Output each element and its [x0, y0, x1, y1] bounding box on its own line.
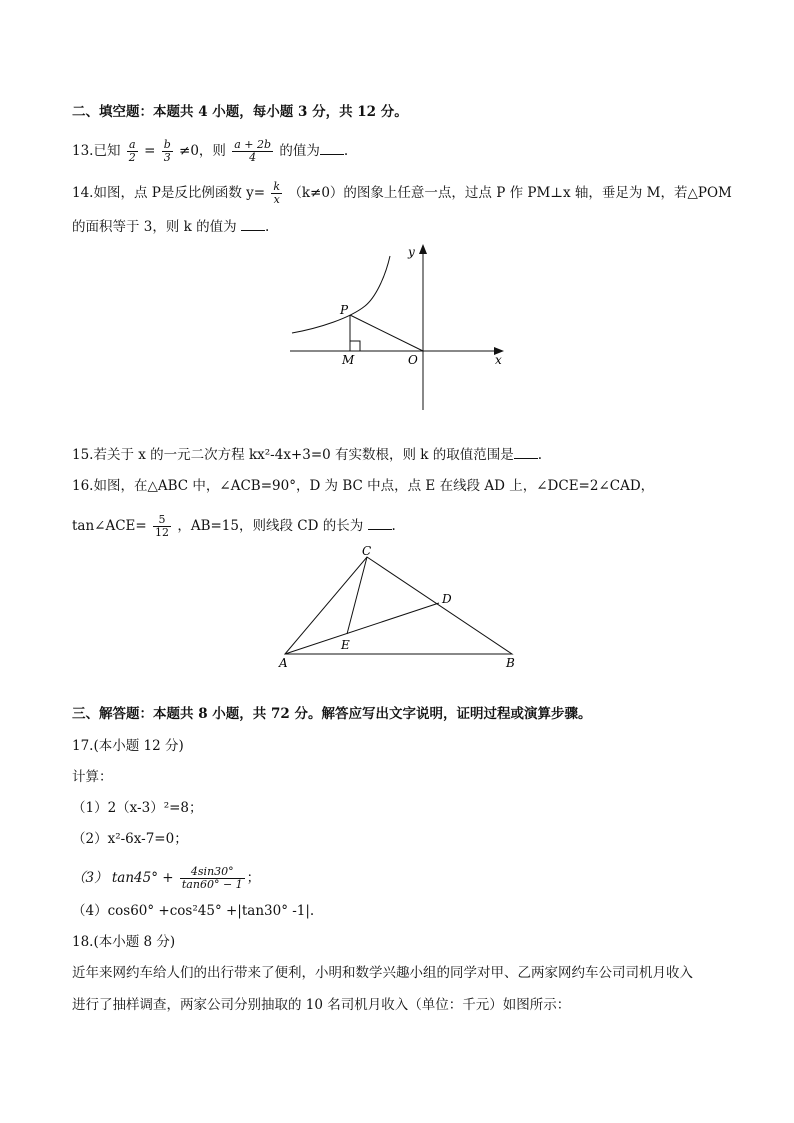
y-axis-arrow-icon [419, 244, 427, 254]
label-x: x [495, 353, 502, 367]
figure-triangle [275, 543, 525, 673]
question-16-line-2 [72, 514, 396, 539]
question-13 [72, 139, 348, 164]
answer-blank [241, 218, 265, 231]
q16-prefix: tan∠ACE= [72, 518, 147, 534]
question-18-line-1: 近年来网约车给人们的出行带来了便利，小明和数学兴趣小组的同学对甲、乙两家网约车公司司机月收入 [72, 965, 693, 981]
q13-equals: = [144, 143, 156, 159]
q14-suffix: （k≠0）的图象上任意一点，过点 P 作 PM⊥x 轴，垂足为 M，若△POM [288, 185, 732, 201]
label-p: P [340, 303, 349, 317]
q16-end: . [391, 518, 396, 534]
label-b: B [506, 656, 515, 670]
question-17-part-2: （2）x²-6x-7=0； [72, 831, 188, 847]
question-15 [72, 446, 542, 464]
q13-fraction-a-over-2: $\frac{a}{2}$ [128, 138, 136, 164]
segment-po [350, 315, 423, 351]
answer-blank [320, 142, 344, 155]
section-heading-fill-blank: 二、填空题：本题共 4 小题，每小题 3 分，共 12 分。 [72, 104, 408, 120]
label-o: O [408, 353, 418, 367]
label-c: C [362, 544, 372, 558]
q15-end: . [537, 447, 543, 463]
label-a: A [279, 656, 288, 670]
question-17-intro: 计算： [72, 769, 113, 785]
q16-fraction-5-over-12: $\frac{5}{12}$ [155, 513, 170, 539]
q13-suffix: 的值为 [279, 143, 320, 159]
section-heading-solve: 三、解答题：本题共 8 小题，共 72 分。解答应写出文字说明，证明过程或演算步骤。 [72, 706, 592, 722]
q14-prefix: 14.如图，点 P是反比例函数 y= [72, 185, 266, 201]
answer-blank [368, 517, 392, 530]
figure-hyperbola [280, 238, 520, 416]
q13-end: . [343, 143, 349, 159]
question-17-part-4: （4）cos60° +cos²45° +|tan30° -1|. [72, 903, 315, 919]
question-18-line-2: 进行了抽样调查，两家公司分别抽取的 10 名司机月收入（单位：千元）如图所示： [72, 997, 571, 1013]
question-14-line-1 [72, 181, 732, 206]
q15-text: 15.若关于 x 的一元二次方程 kx²-4x+3=0 有实数根，则 k 的取值范围是 [72, 447, 514, 463]
q17-p3-suffix: ； [246, 870, 261, 886]
q16-suffix: ，AB=15，则线段 CD 的长为 [177, 518, 364, 534]
question-17-part-1: （1）2（x-3）²=8； [72, 800, 203, 816]
hyperbola-curve [292, 256, 390, 333]
q13-fraction-expression: $\frac{a + 2b}{4}$ [234, 138, 272, 164]
q13-not-equal: ≠0，则 [179, 143, 226, 159]
question-16-line-1: 16.如图，在△ABC 中，∠ACB=90°，D 为 BC 中点，点 E 在线段 AD 上，∠DCE=2∠CAD， [72, 478, 655, 494]
segment-ad [285, 603, 439, 654]
right-angle-mark [350, 341, 360, 351]
label-y: y [408, 245, 415, 259]
label-m: M [342, 353, 355, 367]
q17-p3-prefix: （3） tan45° + [72, 870, 174, 886]
question-17-part-3 [72, 866, 260, 891]
label-e: E [341, 638, 350, 652]
q17-p3-fraction: $\frac{4\sin 30^\circ}{\tan 60^\circ - 1}$ [181, 865, 243, 891]
question-14-line-2 [72, 218, 269, 236]
triangle-abc [285, 557, 512, 654]
q14-line-2-text: 的面积等于 3，则 k 的值为 [72, 219, 237, 235]
question-18-title: 18.(本小题 8 分) [72, 934, 176, 950]
answer-blank [514, 446, 538, 459]
q13-fraction-b-over-3: $\frac{b}{3}$ [163, 138, 171, 164]
q14-end: . [264, 219, 270, 235]
q14-fraction-k-over-x: $\frac{k}{x}$ [273, 180, 281, 206]
q13-prefix: 13.已知 [72, 143, 121, 159]
label-d: D [442, 592, 452, 606]
question-17-title: 17.(本小题 12 分) [72, 738, 184, 754]
